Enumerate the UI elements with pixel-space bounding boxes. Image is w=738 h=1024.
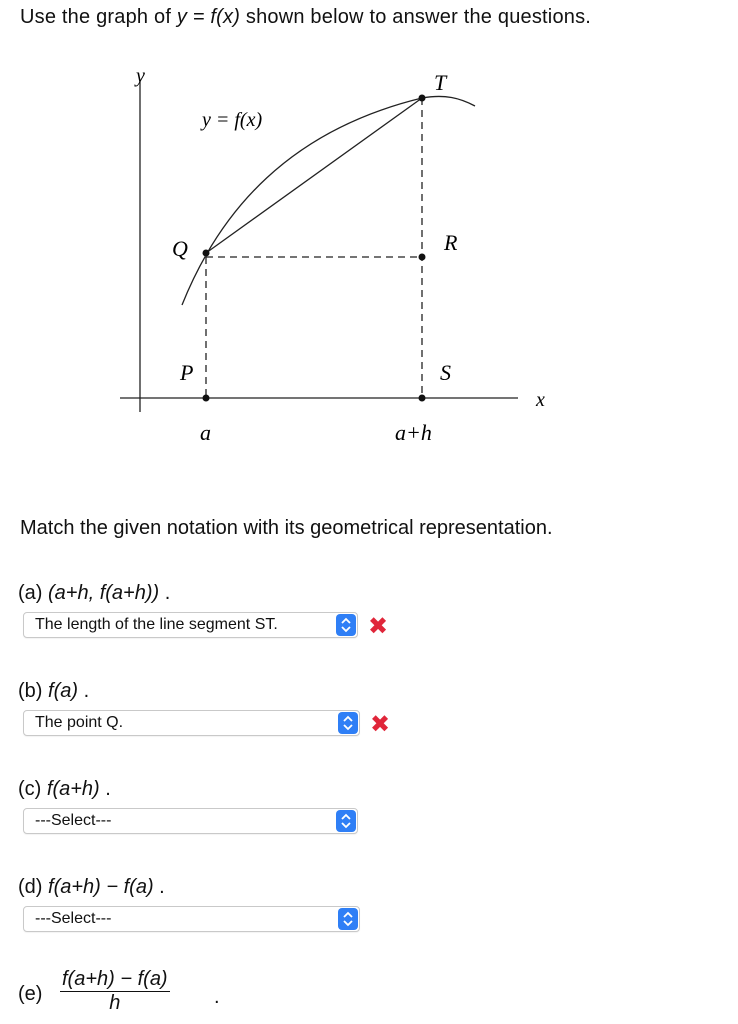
select-c-value: ---Select--- <box>35 812 112 829</box>
question-a-label <box>18 582 170 605</box>
question-b-notation: f(a) <box>48 680 79 702</box>
question-e-suffix: . <box>214 986 220 1008</box>
question-c-label <box>18 778 111 801</box>
answer-select-d[interactable] <box>23 906 360 932</box>
function-graph <box>100 60 545 460</box>
chevron-updown-icon <box>338 908 358 930</box>
question-c-suffix: . <box>99 778 111 800</box>
prompt-prefix: Use the graph of <box>20 6 177 28</box>
prompt-equation: y = f(x) <box>176 6 241 28</box>
answer-select-b[interactable] <box>23 710 360 736</box>
question-prompt <box>20 6 591 29</box>
answer-select-c[interactable] <box>23 808 358 834</box>
point-Q <box>203 250 210 257</box>
label-S: S <box>440 360 451 385</box>
question-e-fraction <box>60 968 170 1015</box>
question-c-notation: f(a+h) <box>46 778 100 800</box>
y-axis-label: y <box>136 65 145 87</box>
question-d-notation: f(a+h) − f(a) <box>48 876 154 898</box>
fraction-numerator: f(a+h) − f(a) <box>62 968 168 990</box>
point-S <box>419 395 426 402</box>
point-P <box>203 395 210 402</box>
chevron-updown-icon <box>338 712 358 734</box>
question-b-prefix: (b) <box>18 680 43 702</box>
select-a-value: The length of the line segment ST. <box>35 616 278 633</box>
chevron-updown-icon <box>336 810 356 832</box>
label-T: T <box>434 70 447 95</box>
select-a-stepper[interactable] <box>336 614 356 636</box>
select-b-stepper[interactable] <box>338 712 358 734</box>
question-c-prefix: (c) <box>18 778 42 800</box>
select-d-value: ---Select--- <box>35 910 112 927</box>
select-d-stepper[interactable] <box>338 908 358 930</box>
label-Q: Q <box>172 236 188 261</box>
question-d-suffix: . <box>153 876 165 898</box>
point-T <box>419 95 426 102</box>
tick-a-plus-h-label: a+h <box>395 420 432 445</box>
label-R: R <box>444 230 458 255</box>
answer-select-a[interactable] <box>23 612 358 638</box>
question-a-notation: (a+h, f(a+h)) <box>48 582 160 604</box>
fraction-denominator: h <box>109 992 121 1014</box>
curve-label: y = f(x) <box>202 109 263 131</box>
label-P: P <box>180 360 194 385</box>
tick-a-label: a <box>200 420 211 445</box>
question-e-prefix: (e) <box>18 983 43 1005</box>
select-c-stepper[interactable] <box>336 810 356 832</box>
x-axis-label: x <box>536 389 545 411</box>
question-a-prefix: (a) <box>18 582 43 604</box>
chevron-updown-icon <box>336 614 356 636</box>
prompt-suffix: shown below to answer the questions. <box>240 6 592 28</box>
question-d-prefix: (d) <box>18 876 43 898</box>
point-R <box>419 254 426 261</box>
instructions-text: Match the given notation with its geometrical representation. <box>20 517 553 539</box>
incorrect-icon: ✖ <box>368 612 389 640</box>
question-b-suffix: . <box>78 680 90 702</box>
select-b-value: The point Q. <box>35 714 124 731</box>
question-a-suffix: . <box>159 582 171 604</box>
incorrect-icon: ✖ <box>370 710 391 738</box>
question-d-label <box>18 876 165 899</box>
question-b-label <box>18 680 89 703</box>
